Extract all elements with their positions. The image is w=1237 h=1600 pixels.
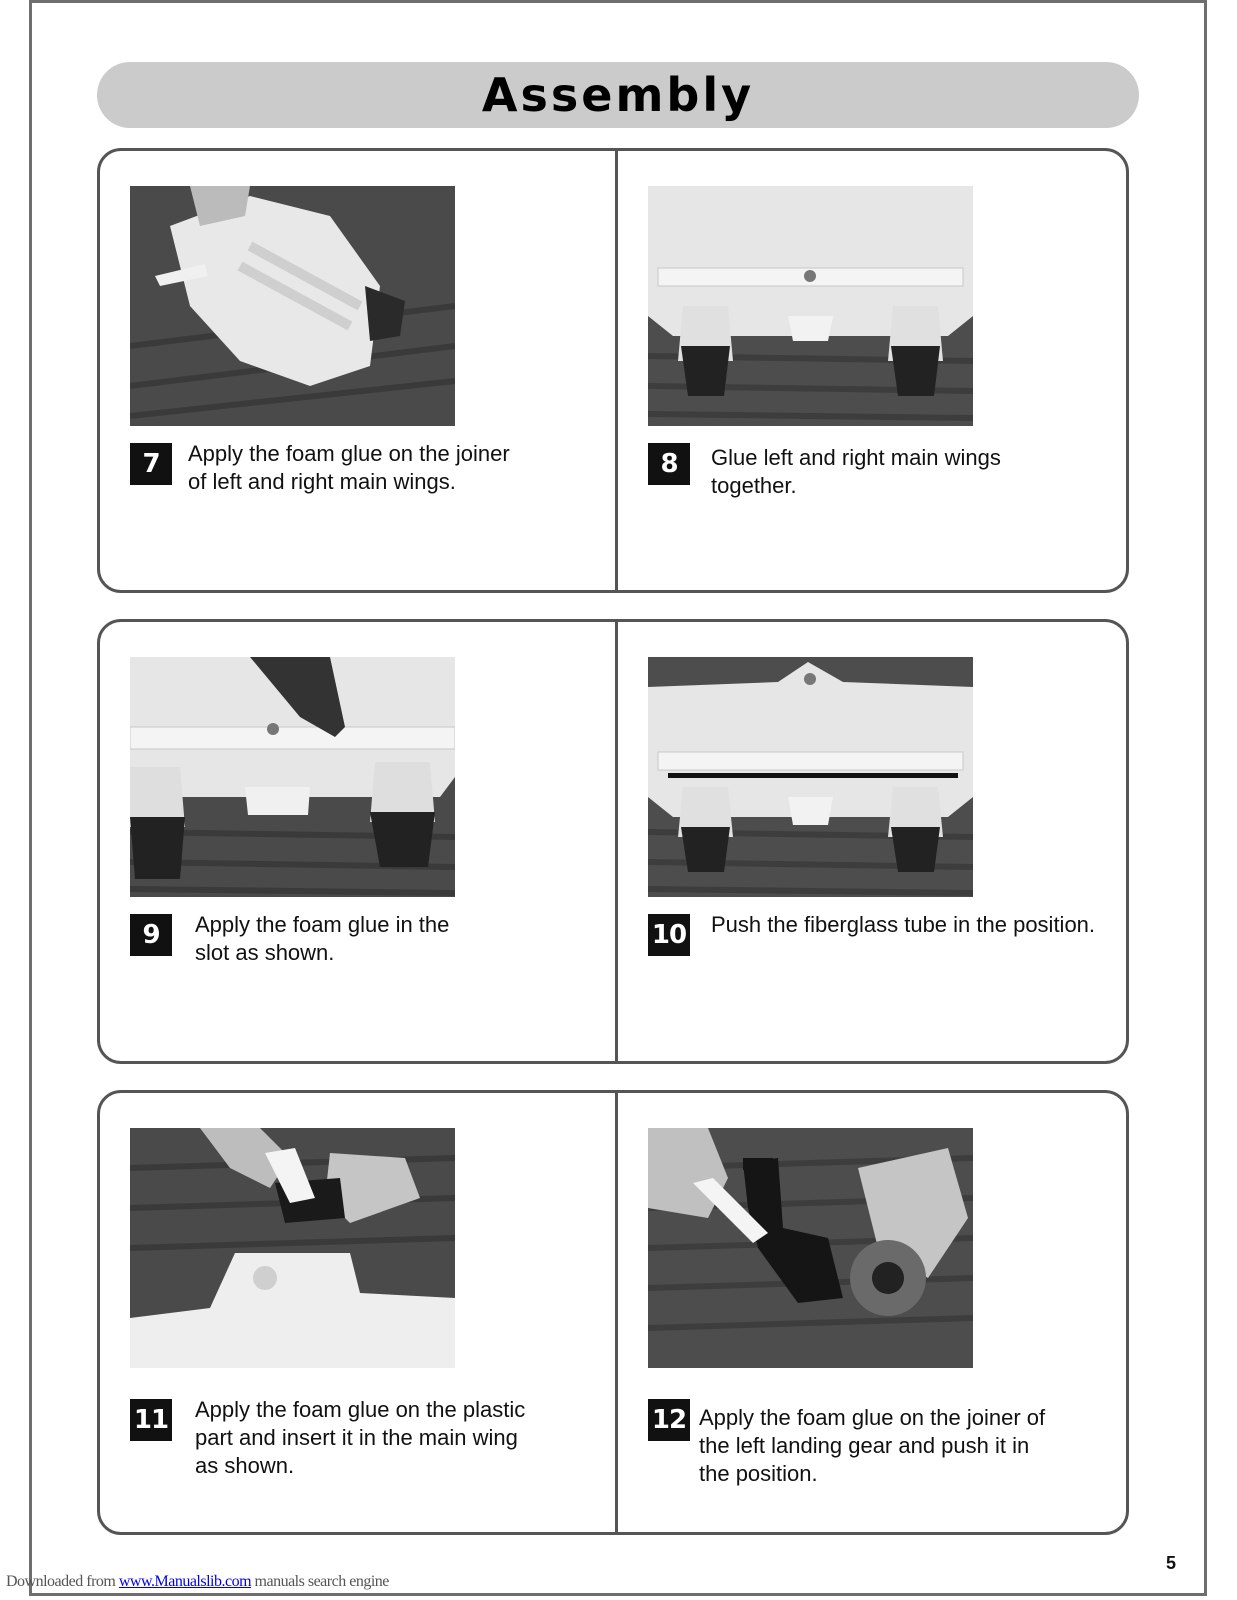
step-number-badge: 12 [648,1399,690,1441]
step-8-photo [648,186,973,426]
step-caption: Glue left and right main wings together. [711,445,1001,498]
step-number-badge: 8 [648,443,690,485]
title-bar [97,62,1139,128]
step-10 [618,622,1133,1061]
step-caption: Push the fiberglass tube in the position. [711,912,1096,937]
step-10-photo [648,657,973,897]
step-panel-2 [97,619,1129,1064]
step-9-photo [130,657,455,897]
page-title: Assembly [481,68,755,122]
footer-suffix: manuals search engine [251,1573,389,1590]
step-caption: Apply the foam glue on the joiner of the left landing gear and push it in the position. [699,1405,1046,1486]
step-caption: Apply the foam glue on the joiner of left and right main wings. [188,441,510,494]
step-caption: Apply the foam glue on the plastic part and insert it in the main wing as shown. [195,1397,526,1478]
step-number-badge: 7 [130,443,172,485]
step-panel-3 [97,1090,1129,1535]
footer [6,1573,389,1591]
footer-prefix: Downloaded from [6,1573,119,1590]
page-number: 5 [1166,1553,1177,1573]
step-8 [618,151,1133,590]
step-number-badge: 11 [130,1399,172,1441]
step-9 [100,622,615,1061]
step-number-badge: 9 [130,914,172,956]
step-caption: Apply the foam glue in the slot as shown. [195,912,450,965]
step-panel-1 [97,148,1129,593]
step-12 [618,1093,1133,1532]
step-11 [100,1093,615,1532]
step-11-photo [130,1128,455,1368]
step-number-badge: 10 [648,914,690,956]
step-12-photo [648,1128,973,1368]
step-7-photo [130,186,455,426]
step-7 [100,151,615,590]
manualslib-link[interactable]: www.Manualslib.com [118,1573,252,1590]
